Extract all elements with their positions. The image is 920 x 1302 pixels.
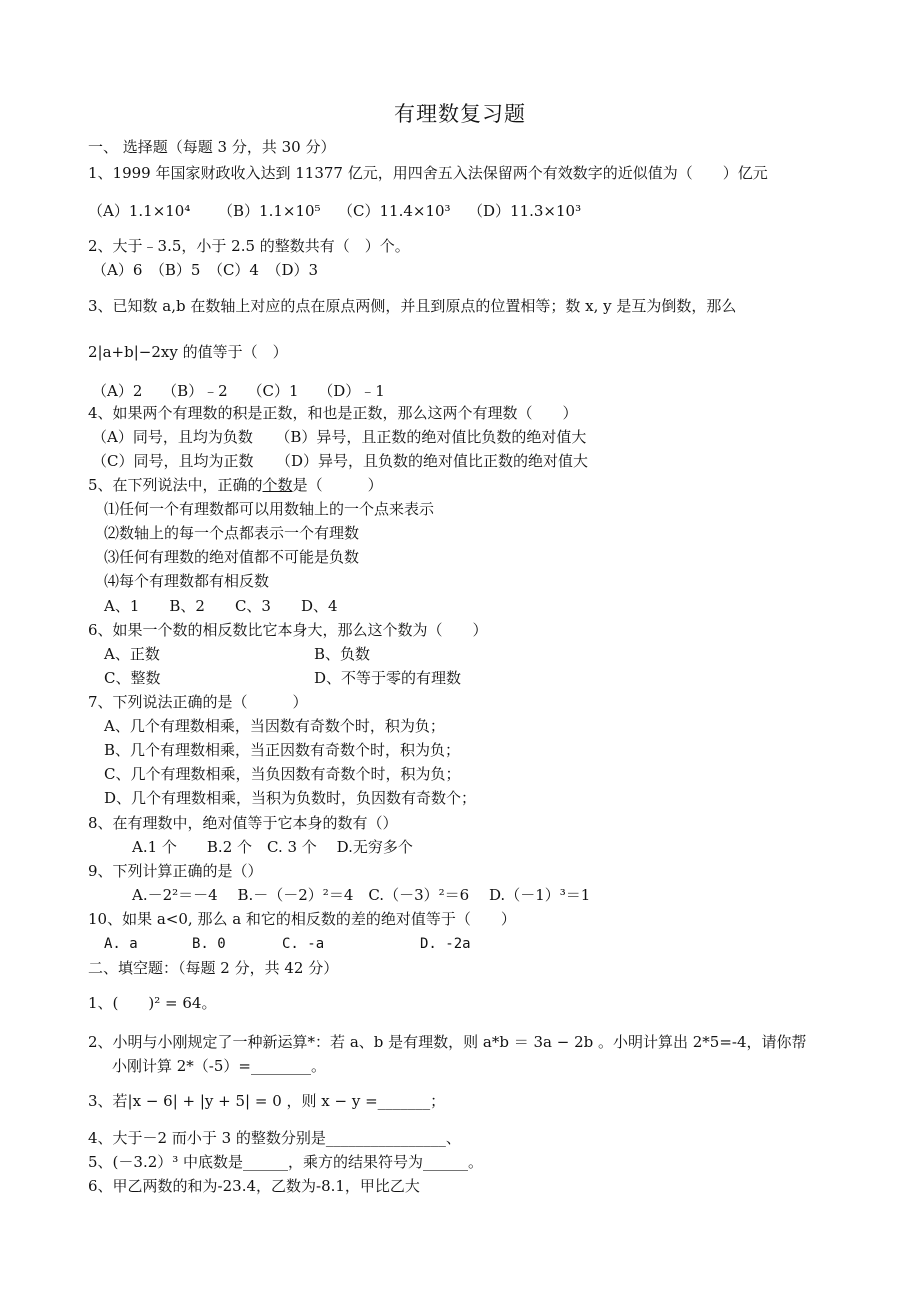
question-10: 10、如果 a<0, 那么 a 和它的相反数的差的绝对值等于（ ） <box>88 910 516 928</box>
fill-question-6: 6、甲乙两数的和为-23.4，乙数为-8.1，甲比乙大 <box>88 1177 420 1195</box>
fill-question-4: 4、大于－2 而小于 3 的整数分别是________________、 <box>88 1129 461 1147</box>
question-7-option-b: B、几个有理数相乘，当正因数有奇数个时，积为负； <box>104 741 461 759</box>
question-7-option-d: D、几个有理数相乘，当积为负数时，负因数有奇数个； <box>104 789 477 807</box>
question-8-options: A.1 个 B.2 个 C. 3 个 D.无穷多个 <box>132 838 413 856</box>
question-6-option-a: A、正数 <box>104 645 160 663</box>
question-7-option-c: C、几个有理数相乘，当负因数有奇数个时，积为负； <box>104 765 461 783</box>
question-6-option-d: D、不等于零的有理数 <box>314 669 462 687</box>
question-10-option-c: C. -a <box>282 936 325 952</box>
page-title: 有理数复习题 <box>394 102 526 126</box>
question-3-expression: 2|a+b|−2xy 的值等于（ ） <box>88 343 288 361</box>
question-3-options: （A）2 （B）﹣2 （C）1 （D）﹣1 <box>92 382 385 400</box>
question-5-statement-4: ⑷每个有理数都有相反数 <box>104 572 270 590</box>
question-9-options: A.－2²＝－4 B.－（－2）²＝4 C.（－3）²＝6 D.（－1）³＝1 <box>132 886 591 904</box>
question-10-option-b: B. 0 <box>192 936 226 952</box>
question-5-options: A、1 B、2 C、3 D、4 <box>104 597 338 615</box>
question-7-option-a: A、几个有理数相乘，当因数有奇数个时，积为负； <box>104 717 445 735</box>
question-10-option-a: A. a <box>104 936 138 952</box>
question-1-option-c: （C）11.4×10³ <box>338 202 451 220</box>
question-4-options-cd: （C）同号，且均为正数 （D）异号，且负数的绝对值比正数的绝对值大 <box>92 452 589 470</box>
question-1-option-d: （D）11.3×10³ <box>468 202 582 220</box>
fill-question-2-line-1: 2、小明与小刚规定了一种新运算*：若 a、b 是有理数，则 a*b ＝ 3a − 2b 。小明计算出 2*5=-4，请你帮 <box>88 1033 807 1051</box>
question-5-statement-2: ⑵数轴上的每一个点都表示一个有理数 <box>104 524 360 542</box>
question-5-underlined: 个数 <box>262 476 293 494</box>
question-10-option-d: D. -2a <box>420 936 471 952</box>
question-1-option-a: （A）1.1×10⁴ <box>88 202 191 220</box>
question-1: 1、1999 年国家财政收入达到 11377 亿元，用四舍五入法保留两个有效数字的近似值为（ ）亿元 <box>88 164 768 182</box>
question-4: 4、如果两个有理数的积是正数，和也是正数，那么这两个有理数（ ） <box>88 404 578 422</box>
question-4-options-ab: （A）同号，且均为负数 （B）异号，且正数的绝对值比负数的绝对值大 <box>92 428 587 446</box>
question-5-statement-1: ⑴任何一个有理数都可以用数轴上的一个点来表示 <box>104 500 435 518</box>
question-5-statement-3: ⑶任何有理数的绝对值都不可能是负数 <box>104 548 360 566</box>
section-choice-heading: 一、 选择题（每题 3 分，共 30 分） <box>88 138 336 156</box>
fill-question-2-line-2: 小刚计算 2*（-5）=________。 <box>112 1057 326 1075</box>
question-8: 8、在有理数中，绝对值等于它本身的数有（） <box>88 814 398 832</box>
question-5-prefix: 5、在下列说法中，正确的 <box>88 476 263 494</box>
question-2: 2、大于﹣3.5，小于 2.5 的整数共有（ ）个。 <box>88 237 410 255</box>
question-6-option-b: B、负数 <box>314 645 371 663</box>
section-fill-heading: 二、填空题：（每题 2 分，共 42 分） <box>88 959 339 977</box>
fill-question-1: 1、( )² = 64。 <box>88 994 217 1012</box>
question-6-option-c: C、整数 <box>104 669 161 687</box>
question-5-suffix: 是（ ） <box>292 476 383 494</box>
fill-question-5: 5、(－3.2）³ 中底数是______，乘方的结果符号为______。 <box>88 1153 484 1171</box>
question-7: 7、下列说法正确的是（ ） <box>88 693 308 711</box>
question-1-option-b: （B）1.1×10⁵ <box>218 202 321 220</box>
question-3: 3、已知数 a,b 在数轴上对应的点在原点两侧，并且到原点的位置相等；数 x, y 是互为倒数，那么 <box>88 297 737 315</box>
question-9: 9、下列计算正确的是（） <box>88 862 263 880</box>
question-5 <box>88 475 383 495</box>
fill-question-3: 3、若|x − 6| + |y + 5| = 0 ，则 x − y =_______； <box>88 1092 446 1110</box>
question-6: 6、如果一个数的相反数比它本身大，那么这个数为（ ） <box>88 621 488 639</box>
question-2-options: （A）6 （B）5 （C）4 （D）3 <box>92 261 319 279</box>
